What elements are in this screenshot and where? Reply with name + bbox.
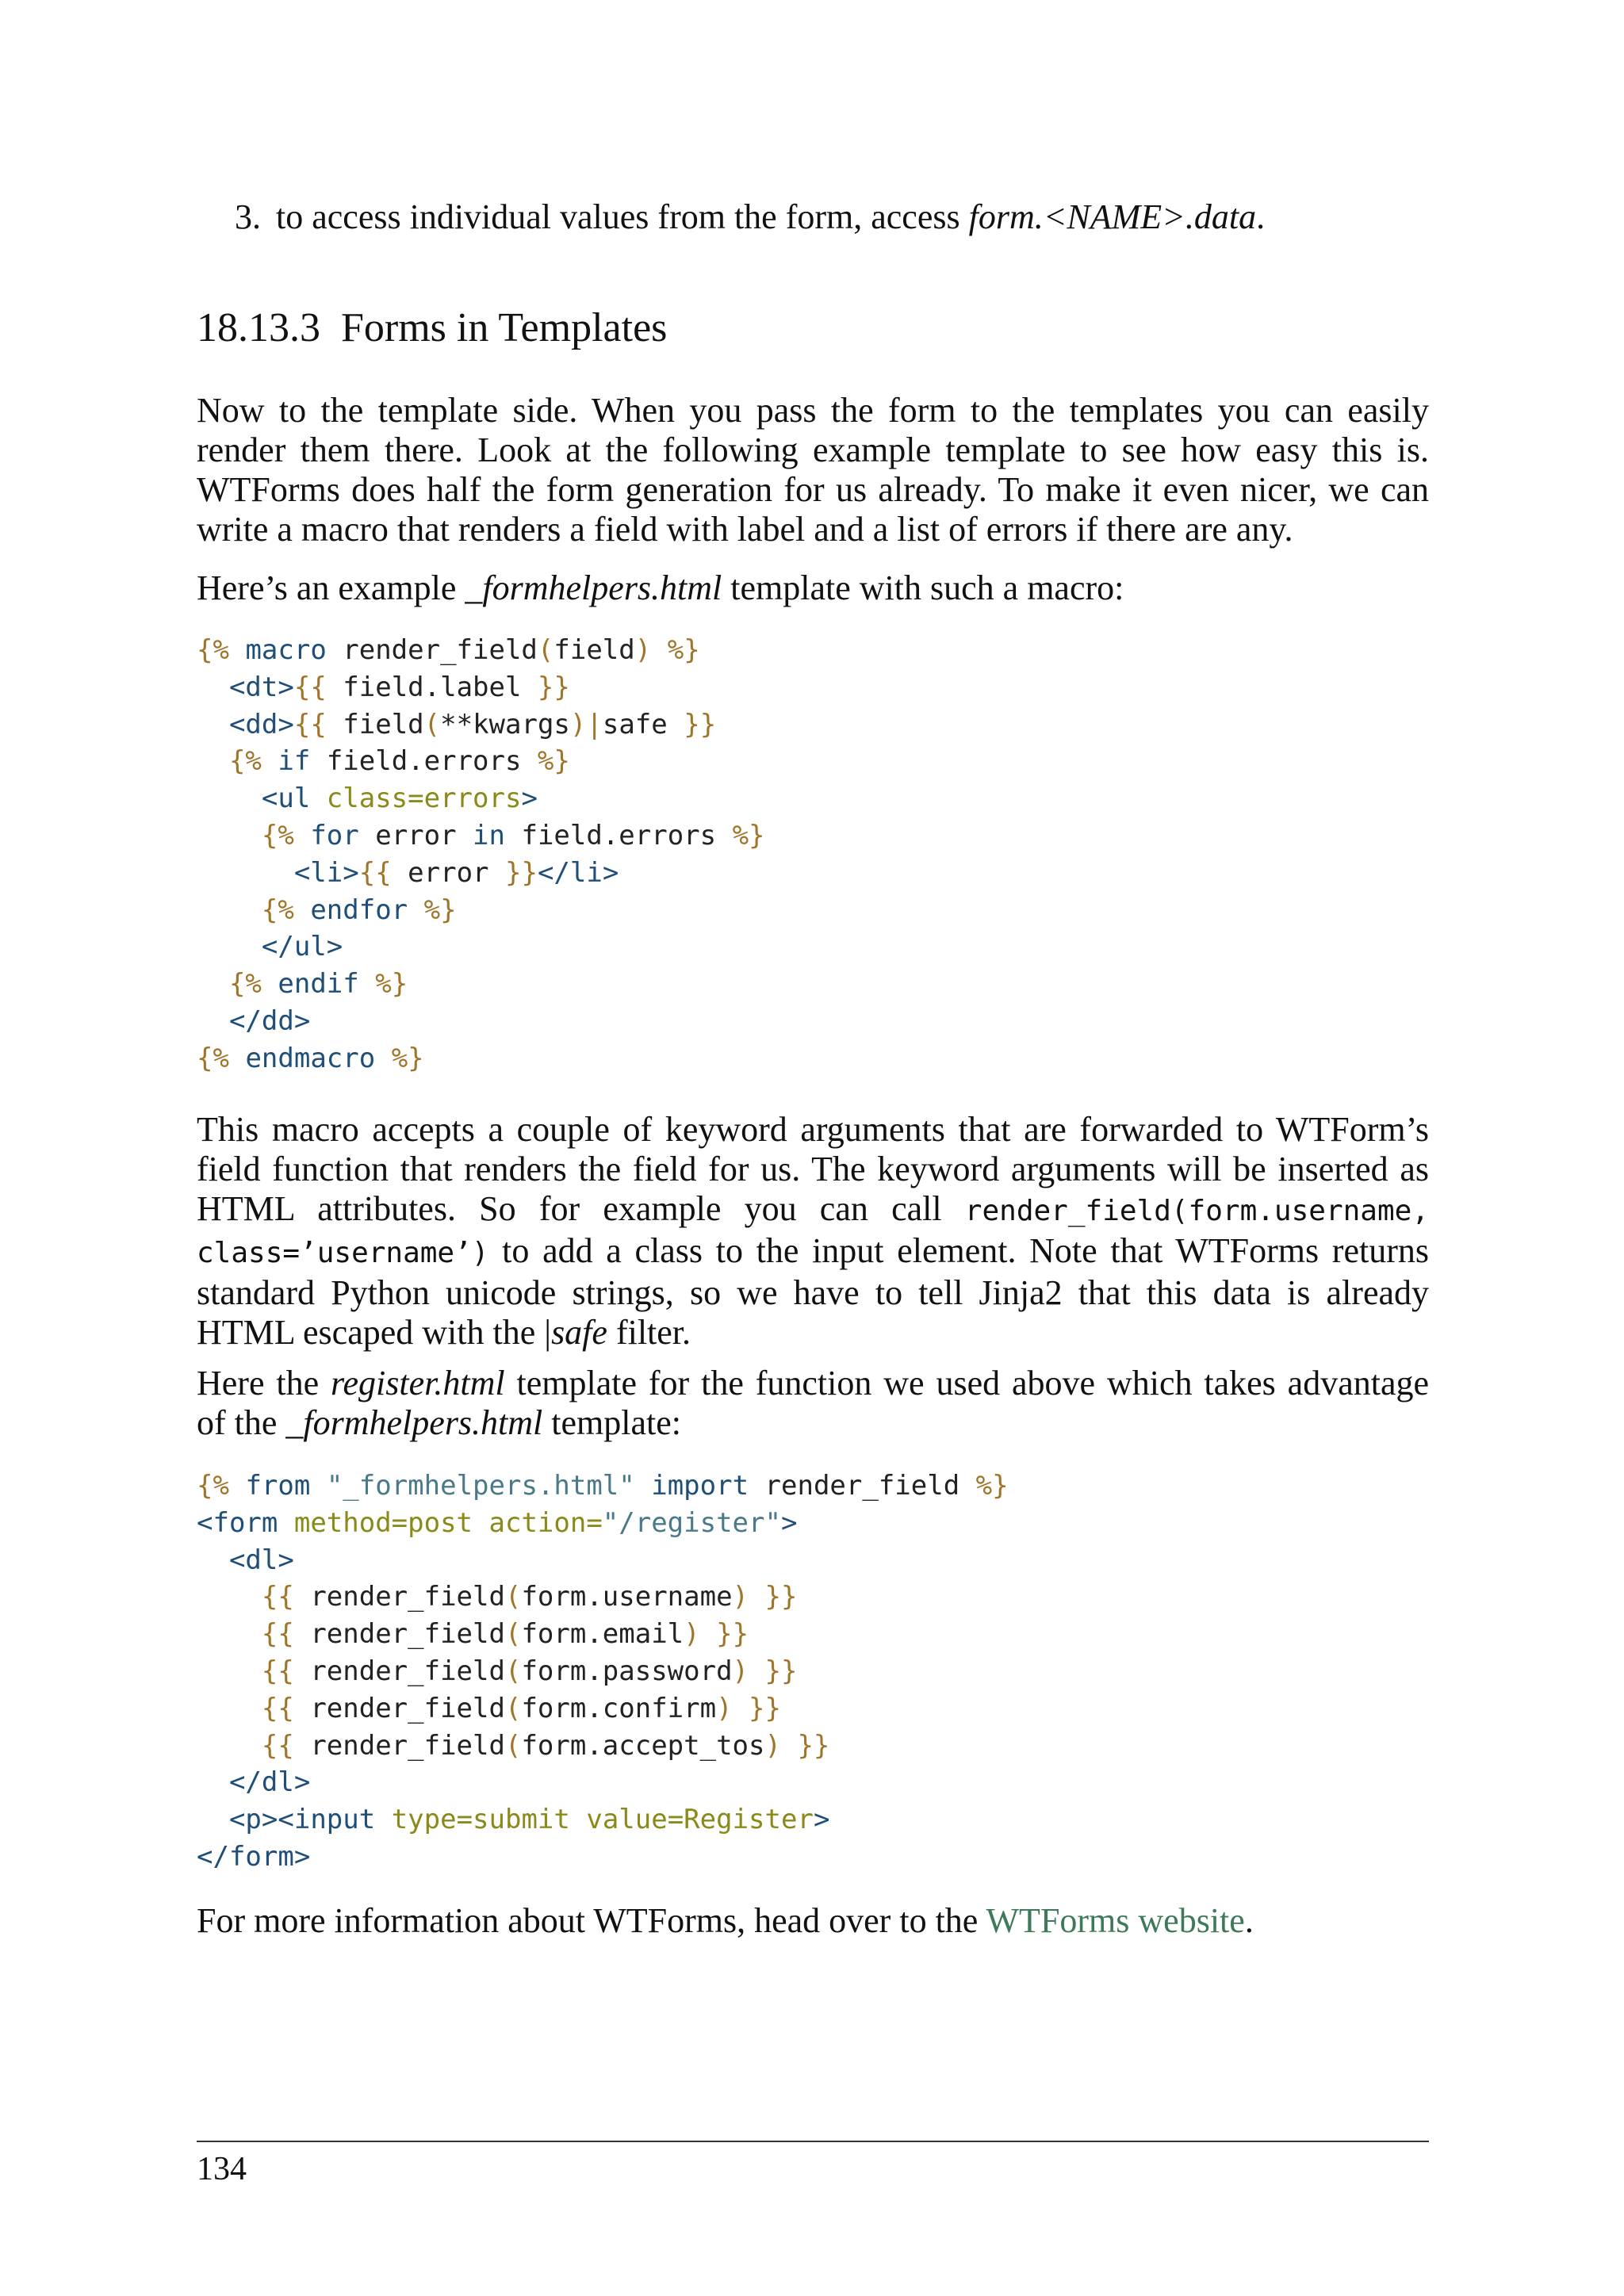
para5-after: . — [1244, 1901, 1254, 1940]
code-line-macro: {% if field.errors %} — [228, 745, 570, 778]
code-line-register: <dl> — [228, 1544, 294, 1576]
para4-middle: template for the function we used above which takes advantage of the — [197, 1364, 1429, 1442]
paragraph-intro: Now to the template side. When you pass the form to the templates you can easily render them there. Look at the following example template to see how easy this is. WTForms does half the form generation for us already. To make it even nicer, we can write a macro that renders a field with label and a list of errors if there are any. — [197, 391, 1429, 549]
footer-rule — [197, 2141, 1429, 2142]
list-item-3 — [235, 197, 1265, 237]
code-line-macro: </dd> — [228, 1004, 311, 1037]
para5-before: For more information about WTForms, head over to the — [197, 1901, 986, 1940]
code-line-register: {{ render_field(form.confirm) }} — [261, 1692, 781, 1724]
list-number: 3. — [235, 197, 261, 236]
code-line-macro: {% macro render_field(field) %} — [197, 634, 700, 666]
para4-after: template: — [542, 1403, 682, 1442]
code-line-register: </form> — [197, 1840, 311, 1873]
code-line-macro: {% endmacro %} — [197, 1042, 424, 1074]
code-line-register: {% from "_formhelpers.html" import render_field %} — [197, 1470, 1009, 1502]
para2-filename: _formhelpers.html — [465, 568, 722, 607]
paragraph-example — [197, 568, 1429, 608]
code-line-register: <form method=post action="/register"> — [197, 1506, 798, 1539]
code-block-macro — [197, 632, 765, 1077]
code-line-macro: </ul> — [261, 931, 343, 963]
code-line-macro: <dd>{{ field(**kwargs)|safe }} — [228, 708, 717, 740]
paragraph-register — [197, 1364, 1429, 1443]
para4-before: Here the — [197, 1364, 331, 1402]
para2-before: Here’s an example — [197, 568, 465, 607]
code-line-macro: <ul class=errors> — [261, 783, 538, 815]
code-line-register: </dl> — [228, 1766, 311, 1799]
code-line-register: {{ render_field(form.email) }} — [261, 1618, 749, 1651]
para3-part1: This macro accepts a couple of keyword arguments that are forwarded to WTForm’s field function that renders the field for us. The keyword arguments will be inserted as HTML attributes. So for example you can call — [197, 1110, 1429, 1228]
list-text: to access individual values from the form, access — [276, 197, 969, 236]
code-line-macro: {% endfor %} — [261, 894, 457, 926]
page-number: 134 — [197, 2151, 247, 2187]
list-code-em: form.<NAME>.data — [968, 197, 1257, 236]
para3-inline-code: render_field(form.username, class=’username’) — [197, 1195, 1429, 1269]
code-line-register: {{ render_field(form.username) }} — [261, 1581, 798, 1613]
code-block-register — [197, 1468, 1009, 1876]
code-line-register: {{ render_field(form.accept_tos) }} — [261, 1729, 830, 1762]
section-title: Forms in Templates — [341, 305, 668, 350]
para2-after: template with such a macro: — [722, 568, 1124, 607]
code-line-macro: <dt>{{ field.label }} — [228, 671, 570, 703]
paragraph-macro-explanation — [197, 1110, 1429, 1353]
section-number: 18.13.3 — [197, 305, 320, 350]
code-line-register: <p><input type=submit value=Register> — [228, 1804, 830, 1836]
para4-filename-helpers: _formhelpers.html — [285, 1403, 543, 1442]
wtforms-website-link[interactable]: WTForms website — [986, 1901, 1245, 1940]
section-heading — [197, 304, 667, 351]
code-line-macro: {% endif %} — [228, 968, 408, 1001]
code-line-macro: <li>{{ error }}</li> — [293, 856, 619, 889]
list-end: . — [1256, 197, 1266, 236]
para3-part2: to add a class to the input element. Note that WTForms returns standard Python unicode strings, so we have to tell Jinja2 that this data is already HTML escaped with the — [197, 1231, 1429, 1352]
para3-filter-bar: | — [544, 1313, 552, 1352]
para3-filter-name: safe — [551, 1313, 607, 1352]
code-line-macro: {% for error in field.errors %} — [261, 819, 765, 851]
paragraph-more-info — [197, 1901, 1429, 1941]
code-line-register: {{ render_field(form.password) }} — [261, 1655, 798, 1687]
para4-filename-register: register.html — [331, 1364, 505, 1402]
para3-part3: filter. — [607, 1313, 691, 1352]
